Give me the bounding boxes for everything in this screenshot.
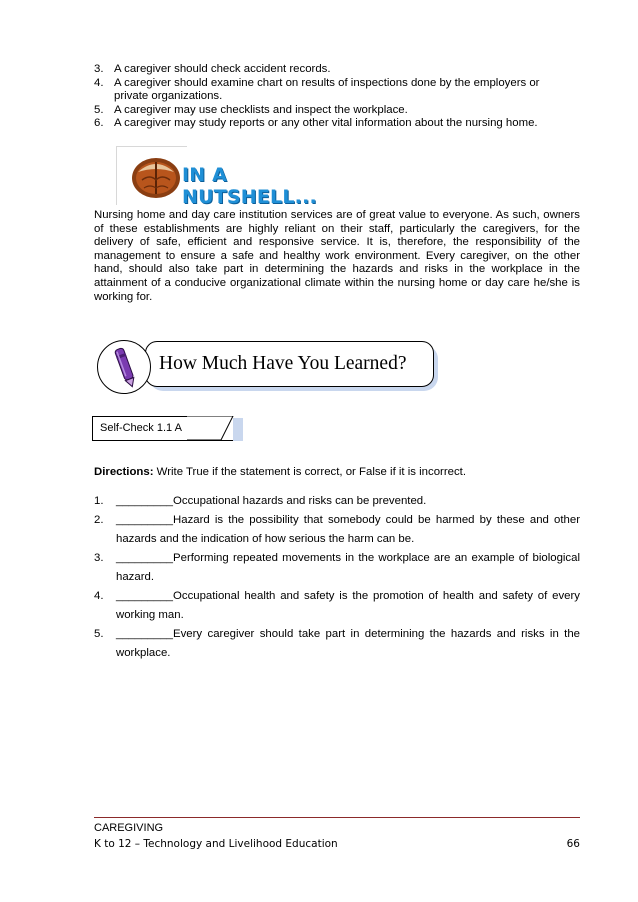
body-paragraph: Nursing home and day care institution services are of great value to everyone. As such, owners of these establishments are highly reliant on their staff, particularly the caregivers, for the delivery of safe, efficient and responsive service. It is, therefore, the responsibility of the management to ensure a safe and healthy work environment. Every caregiver, on the other hand, should also take part in determining the hazards and risks in the workplace in the attainment of a conducive organizational climate within the nursing home or day care he/she is working for. bbox=[94, 209, 580, 303]
question-list bbox=[94, 492, 580, 663]
question-item: 5. _________Every caregiver should take part in determining the hazards and risks in the workplace. bbox=[94, 628, 580, 659]
directions bbox=[94, 466, 580, 478]
list-item: 4. A caregiver should examine chart on results of inspections done by the employers or private organizations. bbox=[94, 76, 540, 103]
learned-banner bbox=[97, 340, 447, 398]
footer-rule bbox=[94, 817, 580, 818]
nutshell-banner bbox=[116, 146, 356, 208]
question-item: 1. _________Occupational hazards and risks can be prevented. bbox=[94, 495, 427, 507]
self-check-arrow bbox=[187, 416, 237, 442]
learned-title: How Much Have You Learned? bbox=[159, 353, 407, 374]
pen-icon bbox=[113, 346, 137, 390]
question-item: 2. _________Hazard is the possibility that somebody could be harmed by these and other hazards and the indication of how serious the harm can be. bbox=[94, 514, 580, 545]
footer-course: K to 12 – Technology and Livelihood Education bbox=[94, 838, 338, 850]
walnut-icon bbox=[126, 150, 186, 202]
top-numbered-list bbox=[94, 63, 574, 131]
nutshell-title: IN A NUTSHELL... bbox=[182, 164, 317, 208]
question-item: 4. _________Occupational health and safety is the promotion of health and safety of every working man. bbox=[94, 590, 580, 621]
self-check-label: Self-Check 1.1 A bbox=[100, 422, 182, 434]
list-item: 6. A caregiver may study reports or any other vital information about the nursing home. bbox=[94, 117, 538, 130]
page-number: 66 bbox=[566, 838, 580, 850]
question-item: 3. _________Performing repeated movements in the workplace are an example of biological hazard. bbox=[94, 552, 580, 583]
directions-text: Write True if the statement is correct, or False if it is incorrect. bbox=[153, 466, 466, 478]
list-item: 5. A caregiver may use checklists and inspect the workplace. bbox=[94, 103, 408, 116]
directions-label: Directions: bbox=[94, 466, 154, 478]
footer-subject: CAREGIVING bbox=[94, 822, 164, 834]
list-item: 3. A caregiver should check accident records. bbox=[94, 63, 331, 75]
